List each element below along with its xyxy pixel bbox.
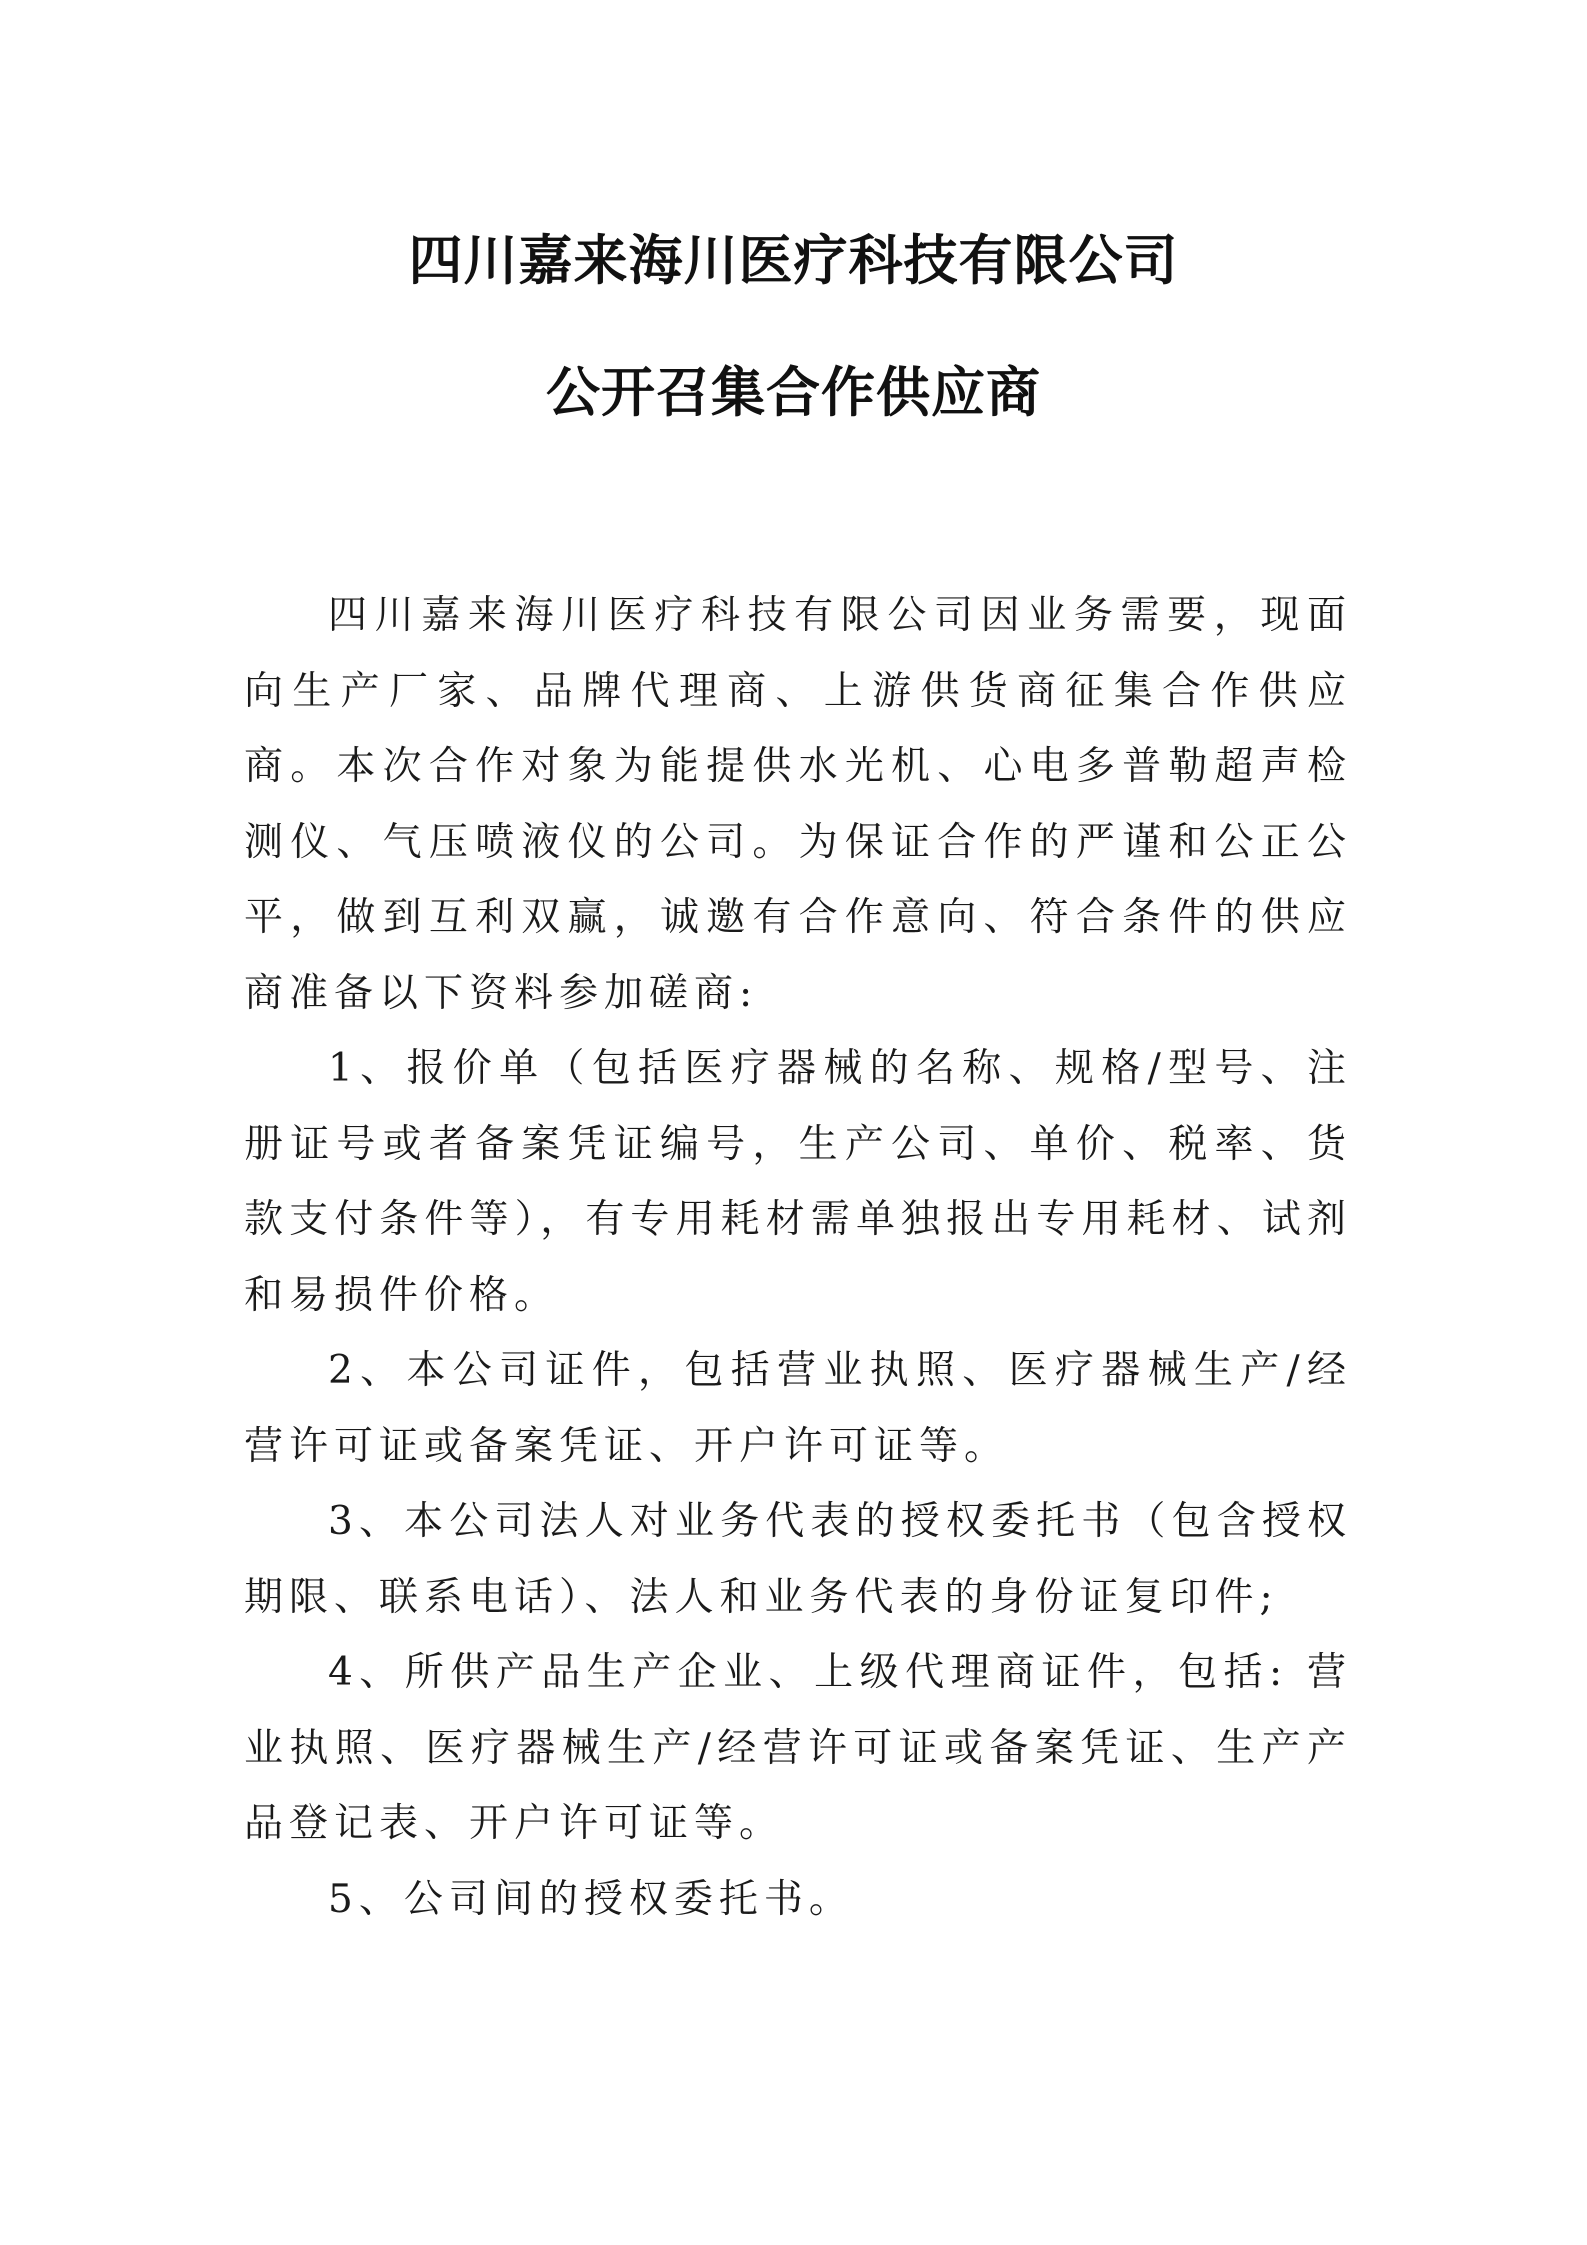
requirement-item-2: 2、本公司证件，包括营业执照、医疗器械生产/经营许可证或备案凭证、开户许可证等。 xyxy=(244,1348,1352,1469)
requirement-item-1: 1、报价单（包括医疗器械的名称、规格/型号、注册证号或者备案凭证编号，生产公司、单价、税率、货款支付条件等），有专用耗材需单独报出专用耗材、试剂和易损件价格。 xyxy=(244,1046,1352,1318)
document-body xyxy=(244,578,1352,1937)
intro-paragraph: 四川嘉来海川医疗科技有限公司因业务需要，现面向生产厂家、品牌代理商、上游供货商征集合作供应商。本次合作对象为能提供水光机、心电多普勒超声检测仪、气压喷液仪的公司。为保证合作的严谨和公正公平，做到互利双赢，诚邀有合作意向、符合条件的供应商准备以下资料参加磋商: xyxy=(244,593,1352,1016)
requirement-item-5: 5、公司间的授权委托书。 xyxy=(328,1876,854,1922)
requirement-item-3: 3、本公司法人对业务代表的授权委托书（包含授权期限、联系电话）、法人和业务代表的身份证复印件; xyxy=(244,1499,1352,1620)
document-title: 四川嘉来海川医疗科技有限公司 xyxy=(408,229,1179,292)
document-subtitle: 公开召集合作供应商 xyxy=(546,361,1041,424)
requirement-item-4: 4、所供产品生产企业、上级代理商证件，包括: 营业执照、医疗器械生产/经营许可证或备案凭证、生产产品登记表、开户许可证等。 xyxy=(244,1650,1352,1846)
